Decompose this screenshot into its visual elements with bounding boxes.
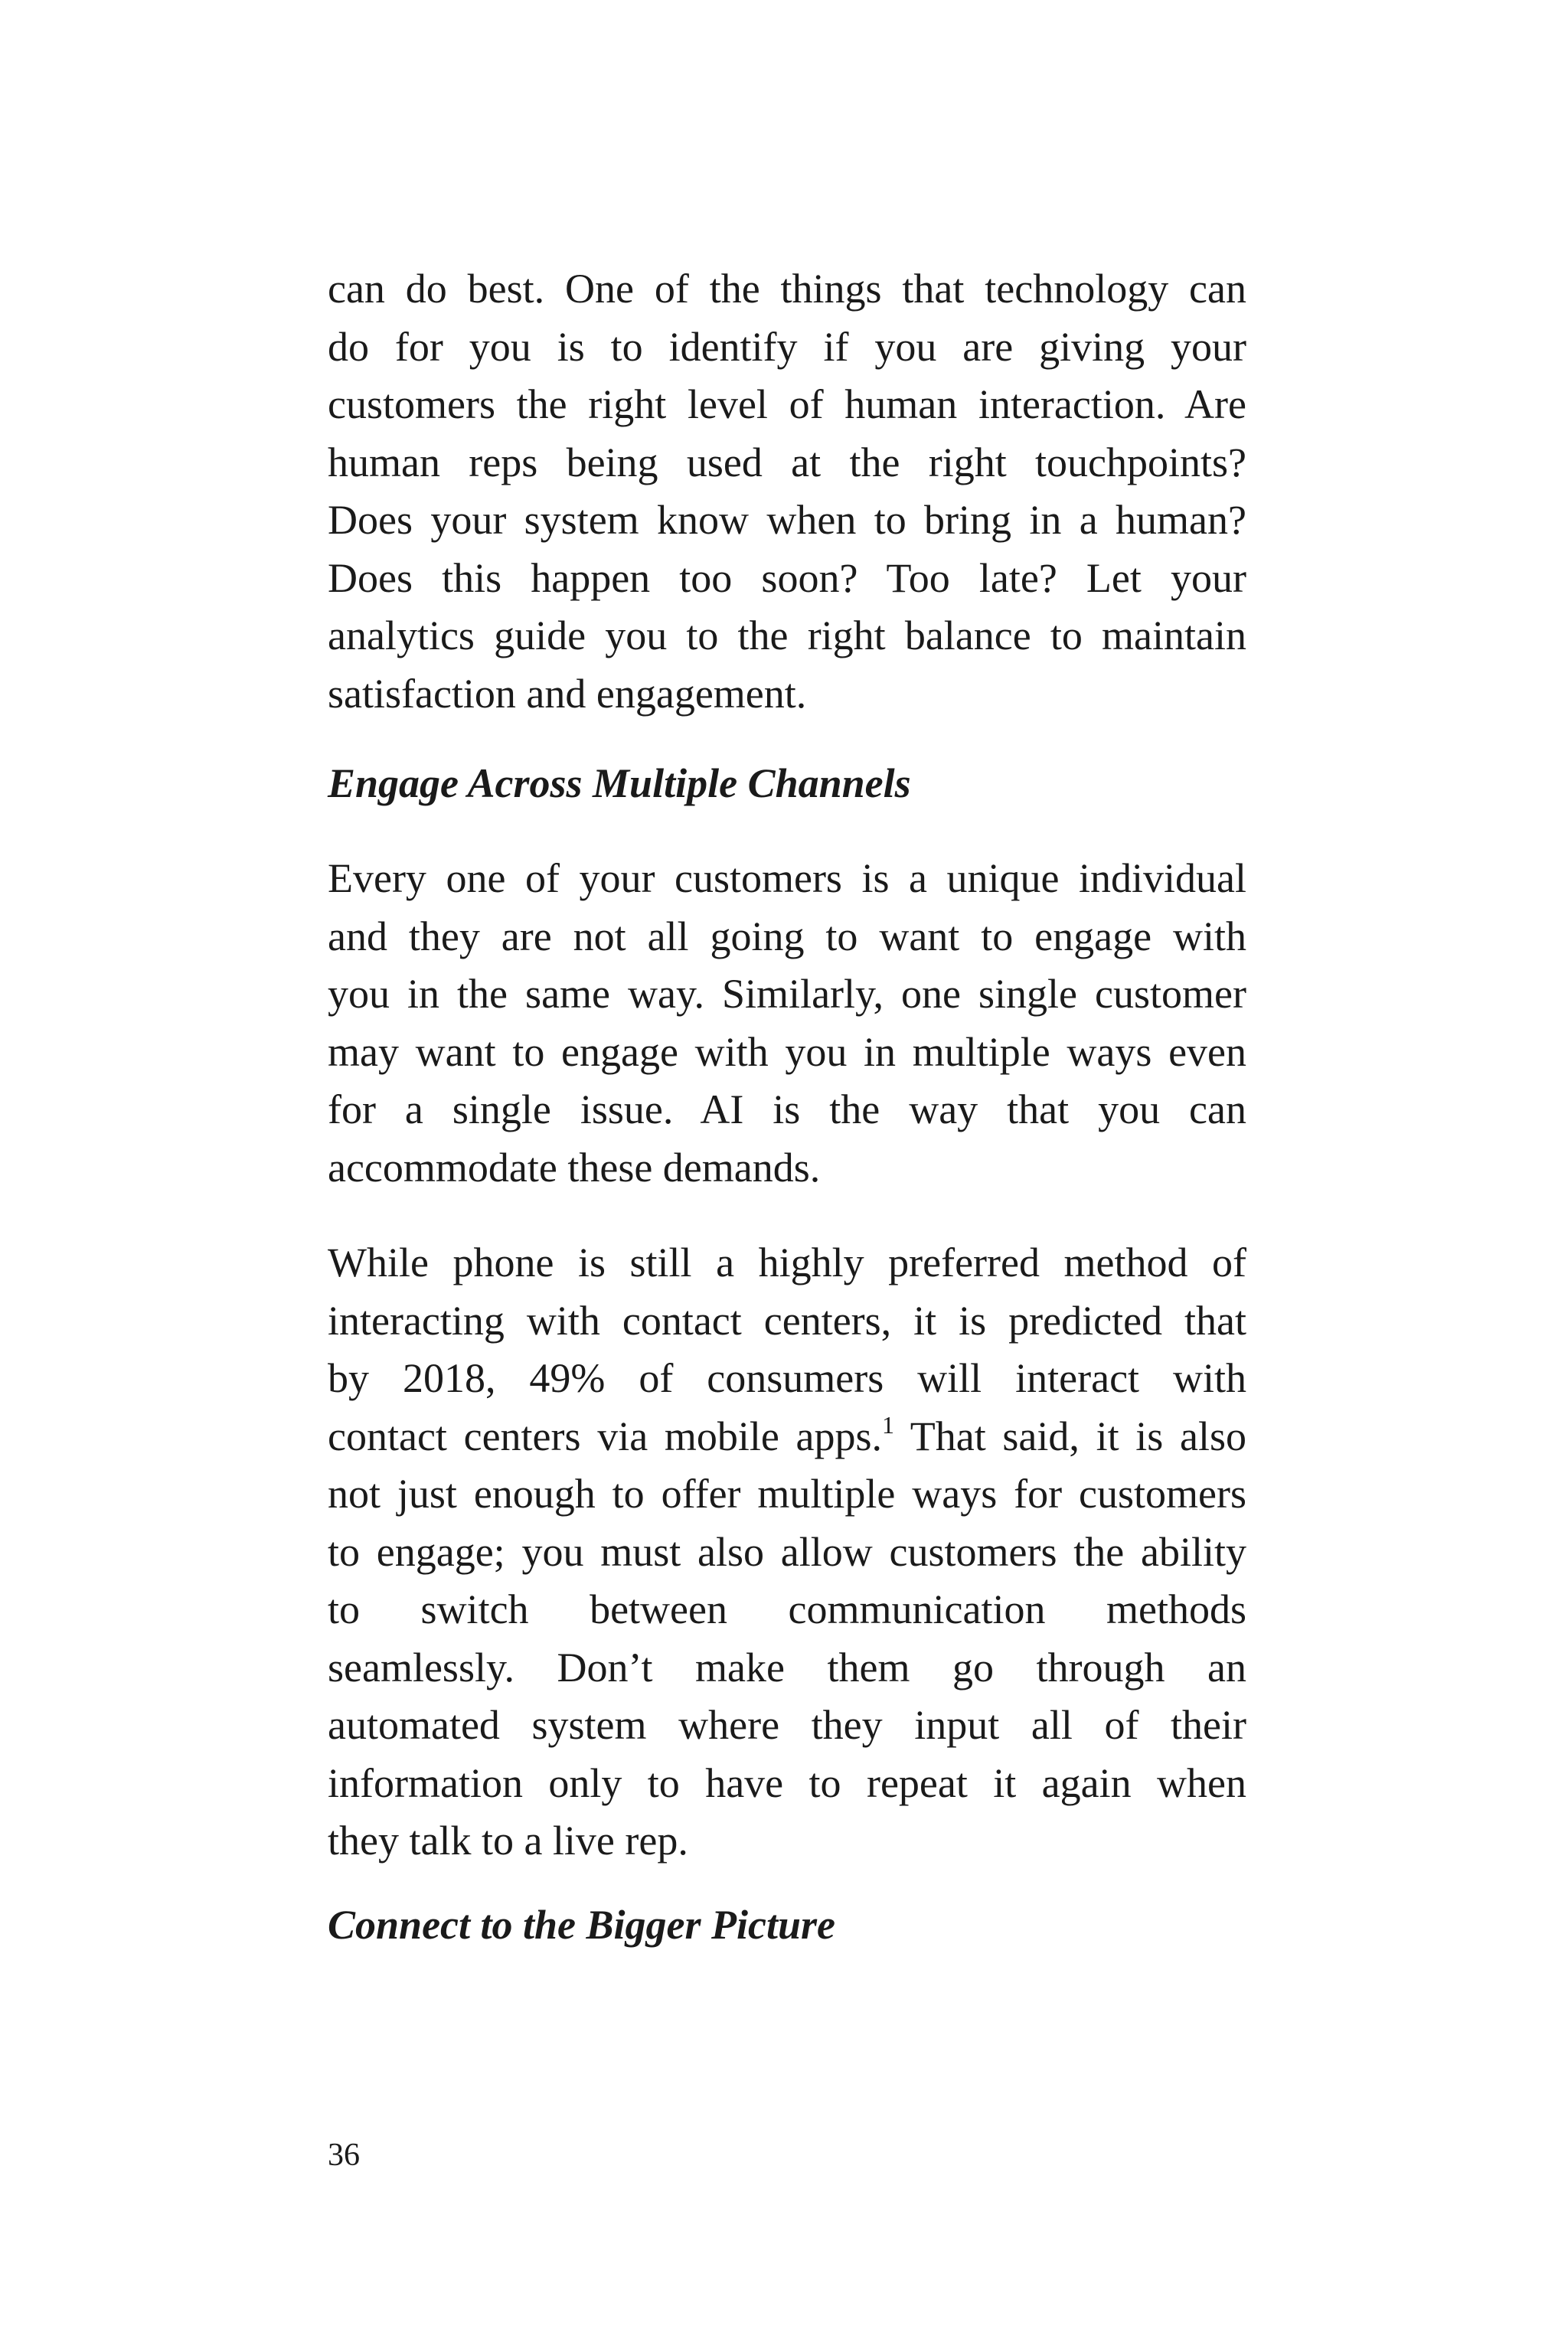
paragraph-human-interaction	[328, 260, 1246, 723]
paragraph-line: accommodate these demands.	[328, 1144, 821, 1191]
paragraph-line: While phone is still a highly preferred method of	[328, 1240, 1246, 1285]
section-heading-engage: Engage Across Multiple Channels	[328, 760, 911, 806]
paragraph-line: to engage; you must also allow customers the ability	[328, 1528, 1246, 1575]
paragraph-line: do for you is to identify if you are giving your	[328, 323, 1246, 370]
paragraph-mobile-apps	[328, 1234, 1246, 1870]
paragraph-line: not just enough to offer multiple ways for customers	[328, 1471, 1246, 1517]
line-text: That said, it is also	[894, 1413, 1246, 1459]
paragraph-line: Does this happen too soon? Too late? Let your	[328, 554, 1246, 601]
paragraph-line-with-footnote	[328, 1408, 1246, 1466]
paragraph-line: you in the same way. Similarly, one single customer	[328, 971, 1246, 1017]
paragraph-line: analytics guide you to the right balance to maintain	[328, 612, 1246, 658]
line-text: contact centers via mobile apps.	[328, 1413, 883, 1459]
paragraph-line: human reps being used at the right touchpoints?	[328, 439, 1246, 485]
paragraph-line: Every one of your customers is a unique individual	[328, 855, 1246, 901]
paragraph-line: may want to engage with you in multiple ways even	[328, 1028, 1246, 1075]
paragraph-line: can do best. One of the things that technology can	[328, 266, 1246, 312]
paragraph-line: for a single issue. AI is the way that you can	[328, 1086, 1246, 1132]
paragraph-line: satisfaction and engagement.	[328, 670, 807, 717]
paragraph-line: interacting with contact centers, it is predicted that	[328, 1297, 1246, 1344]
paragraph-line: seamlessly. Don’t make them go through an	[328, 1644, 1246, 1690]
paragraph-line: Does your system know when to bring in a human?	[328, 497, 1246, 543]
paragraph-line: and they are not all going to want to engage with	[328, 913, 1246, 959]
paragraph-line: automated system where they input all of their	[328, 1702, 1246, 1748]
page-number: 36	[328, 2138, 360, 2173]
paragraph-unique-customers	[328, 850, 1246, 1197]
paragraph-line: customers the right level of human interaction. Are	[328, 381, 1246, 427]
paragraph-line: to switch between communication methods	[328, 1586, 1246, 1632]
footnote-reference[interactable]: 1	[882, 1410, 895, 1439]
paragraph-line: they talk to a live rep.	[328, 1818, 688, 1864]
paragraph-line: information only to have to repeat it again when	[328, 1759, 1246, 1806]
section-heading-connect: Connect to the Bigger Picture	[328, 1902, 836, 1948]
paragraph-line: by 2018, 49% of consumers will interact with	[328, 1355, 1246, 1401]
